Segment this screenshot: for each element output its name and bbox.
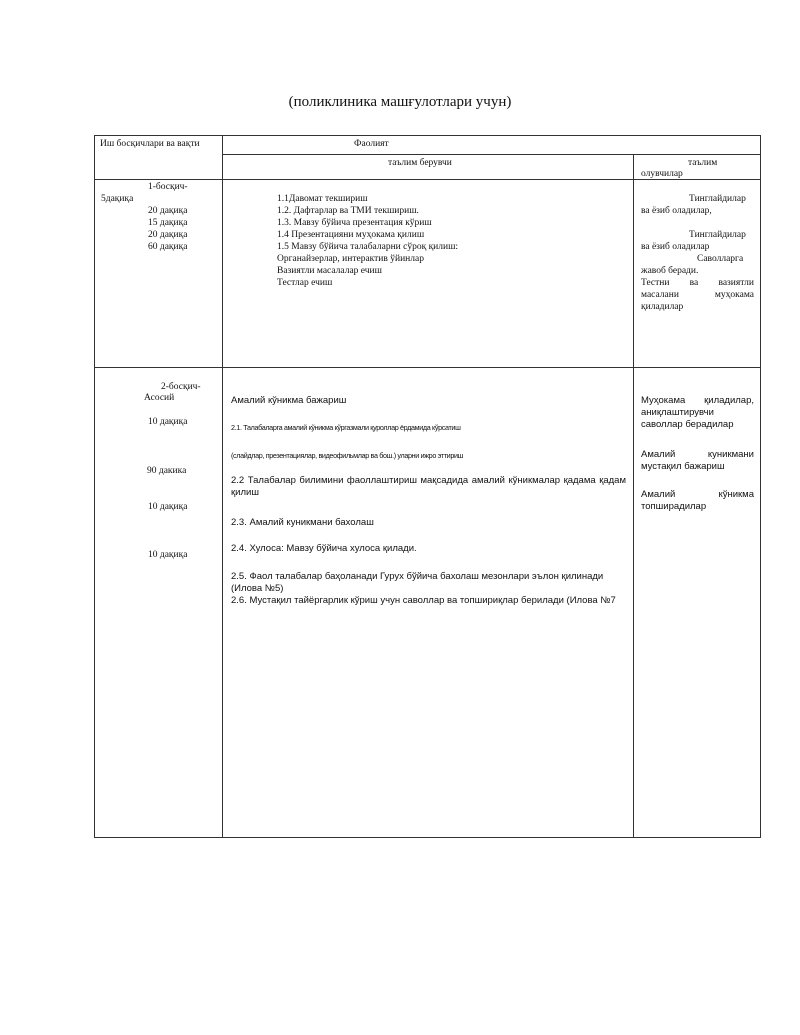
- column-divider-1: [222, 135, 223, 838]
- stage1-teacher-list: [277, 193, 577, 289]
- stage2-time: 90 дакика: [147, 466, 187, 476]
- table-border-top: [94, 135, 761, 136]
- list-item: 1.1Давомат текшириш: [277, 194, 368, 204]
- stage1-student-text: Саволларга жавоб беради.: [641, 254, 744, 276]
- stage2-student-text: Амалий кўникма топширадилар: [641, 489, 754, 512]
- page-title: (поликлиника машғулотлари учун): [288, 94, 512, 110]
- header-teacher: таълим берувчи: [388, 158, 452, 168]
- stage1-duration: 5дақиқа: [101, 194, 134, 204]
- header-activity: Фаолият: [354, 139, 389, 149]
- list-item: 1.2. Дафтарлар ва ТМИ текшириш.: [277, 206, 419, 216]
- stage1-student-text: Тинглайдилар ва ёзиб оладилар,: [641, 194, 746, 216]
- stage1-time: 20 дақиқа: [148, 230, 188, 240]
- list-item: Вазиятли масалалар ечиш: [277, 266, 382, 276]
- table-border-bottom: [94, 837, 761, 838]
- list-item: Тестлар ечиш: [277, 278, 333, 288]
- stage2-item: (слайдлар, презентациялар, видеофильмлар ва бош.) уларни ижро эттириш: [231, 451, 464, 460]
- stage-divider: [94, 367, 761, 368]
- lesson-plan-table: [94, 135, 761, 838]
- stage1-label: 1-босқич-: [148, 182, 188, 192]
- list-item: 1.5 Мавзу бўйича талабаларни сўроқ қилиш:: [277, 242, 459, 252]
- header-student-2: олувчилар: [641, 169, 683, 179]
- stage2-item: 2.4. Хулоса: Мавзу бўйича хулоса қилади.: [231, 543, 417, 554]
- list-item: 1.3. Мавзу бўйича презентация кўриш: [277, 218, 432, 228]
- header-student-1: таълим: [688, 158, 718, 168]
- stage2-student-text: Муҳокама қиладилар, аниқлаштирувчи саволлар берадилар: [641, 395, 754, 430]
- stage1-time: 20 дақиқа: [148, 206, 188, 216]
- stage1-time: 15 дақиқа: [148, 218, 188, 228]
- stage1-student-text: Тинглайдилар ва ёзиб оладилар: [641, 230, 746, 252]
- stage2-name: Асосий: [144, 393, 175, 403]
- list-item: Органайзерлар, интерактив ўйинлар: [277, 254, 424, 264]
- table-border-right: [760, 135, 761, 838]
- table-border-left: [94, 135, 95, 838]
- header-divider: [222, 154, 761, 155]
- stage2-student-text: Амалий куникмани мустақил бажариш: [641, 449, 754, 472]
- stage2-item: 2.1. Талабаларга амалий кўникма кўргазмали қуроллар ёрдамида кўрсатиш: [231, 423, 461, 432]
- list-item: 1.4 Презентацияни муҳокама қилиш: [277, 230, 425, 240]
- column-divider-2: [633, 154, 634, 838]
- stage2-item: 2.3. Амалий куникмани бахолаш: [231, 517, 374, 528]
- header-stages-time: Иш босқичлари ва вақти: [100, 139, 200, 149]
- stage2-item: 2.6. Мустақил тайёргарлик кўриш учун саволлар ва топшириқлар берилади (Илова №7: [231, 595, 616, 606]
- stage2-item: 2.2 Талабалар билимини фаоллаштириш мақсадида амалий кўникмалар қадама қадам қилиш: [231, 475, 626, 498]
- stage2-time: 10 дақиқа: [148, 550, 188, 560]
- stage2-item: 2.5. Фаол талабалар баҳоланади Гурух бўйича бахолаш мезонлари эълон қилинади (Илова №5): [231, 571, 604, 594]
- stage1-student-text: Тестни ва вазиятли масалани муҳокама қиладилар: [641, 278, 754, 312]
- stage2-heading: Амалий кўникма бажариш: [231, 395, 347, 406]
- stage1-time: 60 дақиқа: [148, 242, 188, 252]
- stage2-label: 2-босқич-: [161, 382, 201, 392]
- stage2-time: 10 дақиқа: [148, 417, 188, 427]
- stage2-time: 10 дақиқа: [148, 502, 188, 512]
